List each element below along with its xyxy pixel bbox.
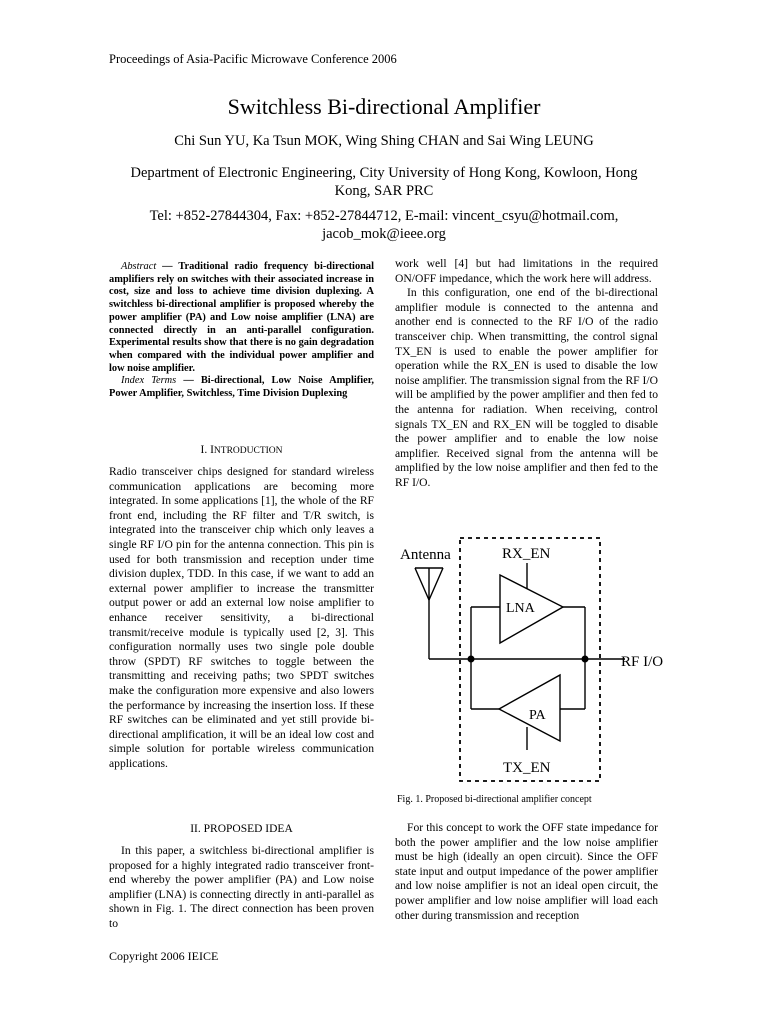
lna-label: LNA — [506, 601, 535, 616]
abstract-label: Abstract — [121, 261, 157, 272]
abstract-block — [109, 261, 374, 401]
right-paragraph-2: In this configuration, one end of the bi-directional amplifier module is connected to the antenna and another end is connected to the RF I/O of the radio transceiver chip. When transmitting, the control signal TX_EN is used to enable the power amplifier for operation while the RX_EN is used to disable the low noise amplifier. The transmission signal from the RF I/O will be amplified by the power amplifier and then fed to the antenna for radiation. When receiving, control signals TX_EN and RX_EN will be toggled to disable the power amplifier and to enable the low noise amplifier. Received signal from the antenna will be amplified by the low noise amplifier and then fed to the RF I/O. — [395, 286, 658, 489]
author-list: Chi Sun YU, Ka Tsun MOK, Wing Shing CHAN and Sai Wing LEUNG — [174, 133, 594, 149]
copyright-footer: Copyright 2006 IEICE — [109, 949, 219, 963]
junction-right — [582, 656, 589, 663]
pa-label: PA — [529, 708, 546, 723]
rx-en-label: RX_EN — [502, 546, 551, 562]
index-terms-label: Index Terms — [121, 375, 177, 387]
paper-title: Switchless Bi-directional Amplifier — [227, 94, 541, 119]
bidirectional-amplifier-diagram — [395, 535, 695, 785]
abstract-text: Traditional radio frequency bi-directional amplifiers rely on switches with their associated increase in cost, size and loss to achieve time division duplexing. A switchless bi-directional amplifier is proposed whereby the power amplifier (PA) and Low noise amplifier (LNA) are connected directly in an anti-parallel configuration. Experimental results show that there is no gain degradation when compared with the individual power amplifier and low noise amplifier. — [109, 261, 375, 374]
proceedings-header: Proceedings of Asia-Pacific Microwave Conference 2006 — [109, 52, 397, 66]
affiliation: Department of Electronic Engineering, City University of Hong Kong, Kowloon, Hong Kong, SAR PRC — [130, 165, 638, 199]
right-text-upper — [395, 257, 658, 491]
index-terms-dash: — — [176, 375, 201, 387]
intro-paragraph: Radio transceiver chips designed for standard wireless communication applications are becoming more integrated. In some applications [1], the whole of the RF front end, including the RF filter and T/R switch, is integrated into the transceiver chip which only leaves a single RF I/O pin for the antenna connection. This pin is used for both transmission and reception under time division duplex, TDD. In this case, if we want to add an external power amplifier to increase the transmitter output power or add an external low noise amplifier to enhance receiver sensitivity, a bi-directional transmit/receive module is typically used [2, 3]. This configuration normally uses two single pole double throw (SPDT) RF switches to toggle between the transmitting and receiving paths; two SPDT switches make the configuration more expensive and also lowers the performance by increasing the insertion loss. If these RF switches can be eliminated and yet still provide bi-directional amplification, it will be an ideal low cost and simple solution for portable wireless communication applications. — [109, 465, 374, 770]
abstract-dash: — — [156, 261, 179, 272]
junction-left — [468, 656, 475, 663]
idea-paragraph: In this paper, a switchless bi-directional amplifier is proposed for a highly integrated radio transceiver front-end whereby the power amplifier (PA) and Low noise amplifier (LNA) is connecting directly in anti-parallel as shown in Fig. 1. The direct connection has been proven to — [109, 844, 374, 930]
antenna-icon — [415, 568, 443, 659]
figure-caption: Fig. 1. Proposed bi-directional amplifier concept — [397, 794, 592, 805]
tx-en-label: TX_EN — [503, 760, 551, 776]
rfio-label: RF I/O — [621, 654, 664, 670]
right-paragraph-1: work well [4] but had limitations in the required ON/OFF impedance, which the work here will address. — [395, 257, 658, 285]
right-text-lower — [395, 821, 658, 923]
antenna-label: Antenna — [400, 547, 451, 563]
contact-info: Tel: +852-27844304, Fax: +852-27844712, E-mail: vincent_csyu@hotmail.com, jacob_mok@ieee.org — [149, 208, 619, 242]
idea-heading: II. PROPOSED IDEA — [190, 823, 293, 835]
index-terms-text: Bi-directional, Low Noise Amplifier, Power Amplifier, Switchless, Time Division Duplexing — [109, 375, 374, 400]
intro-heading: I. INTRODUCTION — [200, 444, 283, 456]
right-paragraph-3: For this concept to work the OFF state impedance for both the power amplifier and the low noise amplifier must be high (ideally an open circuit). Since the OFF state input and output impedance of the power amplifier and low noise amplifier is not an ideal open circuit, the power amplifier and low noise amplifier will load each other during transmission and reception — [395, 821, 658, 922]
